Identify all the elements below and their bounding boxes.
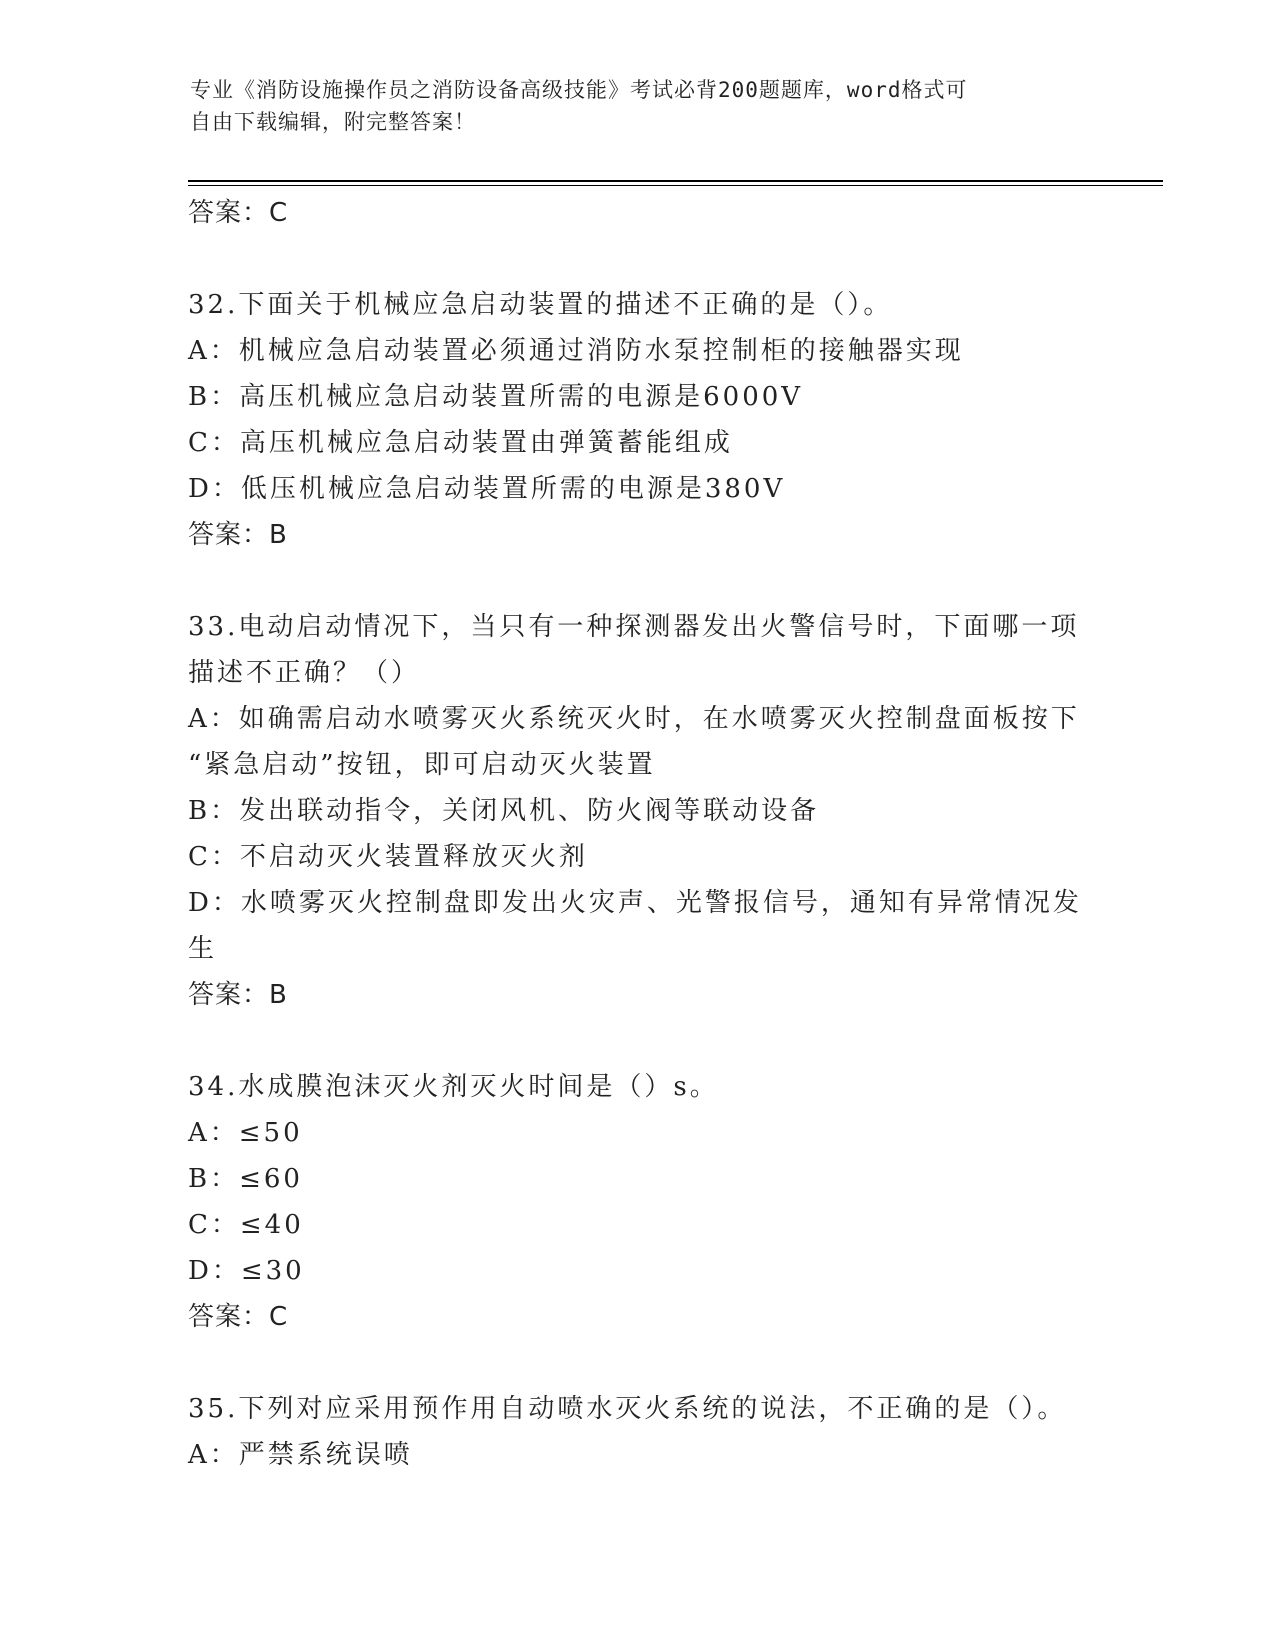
header-rule-thin xyxy=(188,185,1163,186)
question-34-option-a: A：≤50 xyxy=(188,1118,303,1148)
question-32 xyxy=(188,282,1088,558)
question-34 xyxy=(188,1064,1088,1340)
question-33-option-a-line-2: “紧急启动”按钮，即可启动灭火装置 xyxy=(188,750,656,780)
question-32-option-a: A：机械应急启动装置必须通过消防水泵控制柜的接触器实现 xyxy=(188,336,964,366)
question-34-option-b: B：≤60 xyxy=(188,1164,303,1194)
question-34-stem: 34.水成膜泡沫灭火剂灭火时间是（）s。 xyxy=(188,1072,719,1102)
answer-33: 答案：B xyxy=(188,980,288,1010)
question-32-stem: 32.下面关于机械应急启动装置的描述不正确的是（）。 xyxy=(188,290,893,320)
question-32-option-b: B：高压机械应急启动装置所需的电源是6000V xyxy=(188,382,804,412)
question-33 xyxy=(188,604,1088,1018)
question-32-option-d: D：低压机械应急启动装置所需的电源是380V xyxy=(188,474,786,504)
answer-32: 答案：B xyxy=(188,520,288,550)
question-32-option-c: C：高压机械应急启动装置由弹簧蓄能组成 xyxy=(188,428,733,458)
question-34-option-c: C：≤40 xyxy=(188,1210,304,1240)
header-line-1: 专业《消防设施操作员之消防设备高级技能》考试必背200题题库，word格式可 xyxy=(190,78,968,102)
question-35 xyxy=(188,1386,1088,1478)
question-33-option-b: B：发出联动指令，关闭风机、防火阀等联动设备 xyxy=(188,796,820,826)
question-33-stem-line-1: 33.电动启动情况下，当只有一种探测器发出火警信号时，下面哪一项 xyxy=(188,612,1080,642)
header-line-2: 自由下载编辑，附完整答案！ xyxy=(190,110,476,134)
question-33-option-c: C：不启动灭火装置释放灭火剂 xyxy=(188,842,588,872)
answer-31: 答案：C xyxy=(188,198,289,228)
spacer xyxy=(188,236,1088,282)
question-35-stem: 35.下列对应采用预作用自动喷水灭火系统的说法，不正确的是（）。 xyxy=(188,1394,1067,1424)
question-33-option-d-line-1: D：水喷雾灭火控制盘即发出火灾声、光警报信号，通知有异常情况发 xyxy=(188,888,1082,918)
header-rule-thick xyxy=(188,180,1163,182)
spacer xyxy=(188,1018,1088,1064)
question-35-option-a: A：严禁系统误喷 xyxy=(188,1440,413,1470)
spacer xyxy=(188,1340,1088,1386)
question-list xyxy=(188,190,1088,1478)
spacer xyxy=(188,558,1088,604)
answer-34: 答案：C xyxy=(188,1302,289,1332)
question-34-option-d: D：≤30 xyxy=(188,1256,305,1286)
question-33-option-d-line-2: 生 xyxy=(188,934,218,964)
question-33-stem-line-2: 描述不正确？（） xyxy=(188,658,421,688)
document-header xyxy=(190,74,1070,138)
question-33-option-a-line-1: A：如确需启动水喷雾灭火系统灭火时，在水喷雾灭火控制盘面板按下 xyxy=(188,704,1080,734)
